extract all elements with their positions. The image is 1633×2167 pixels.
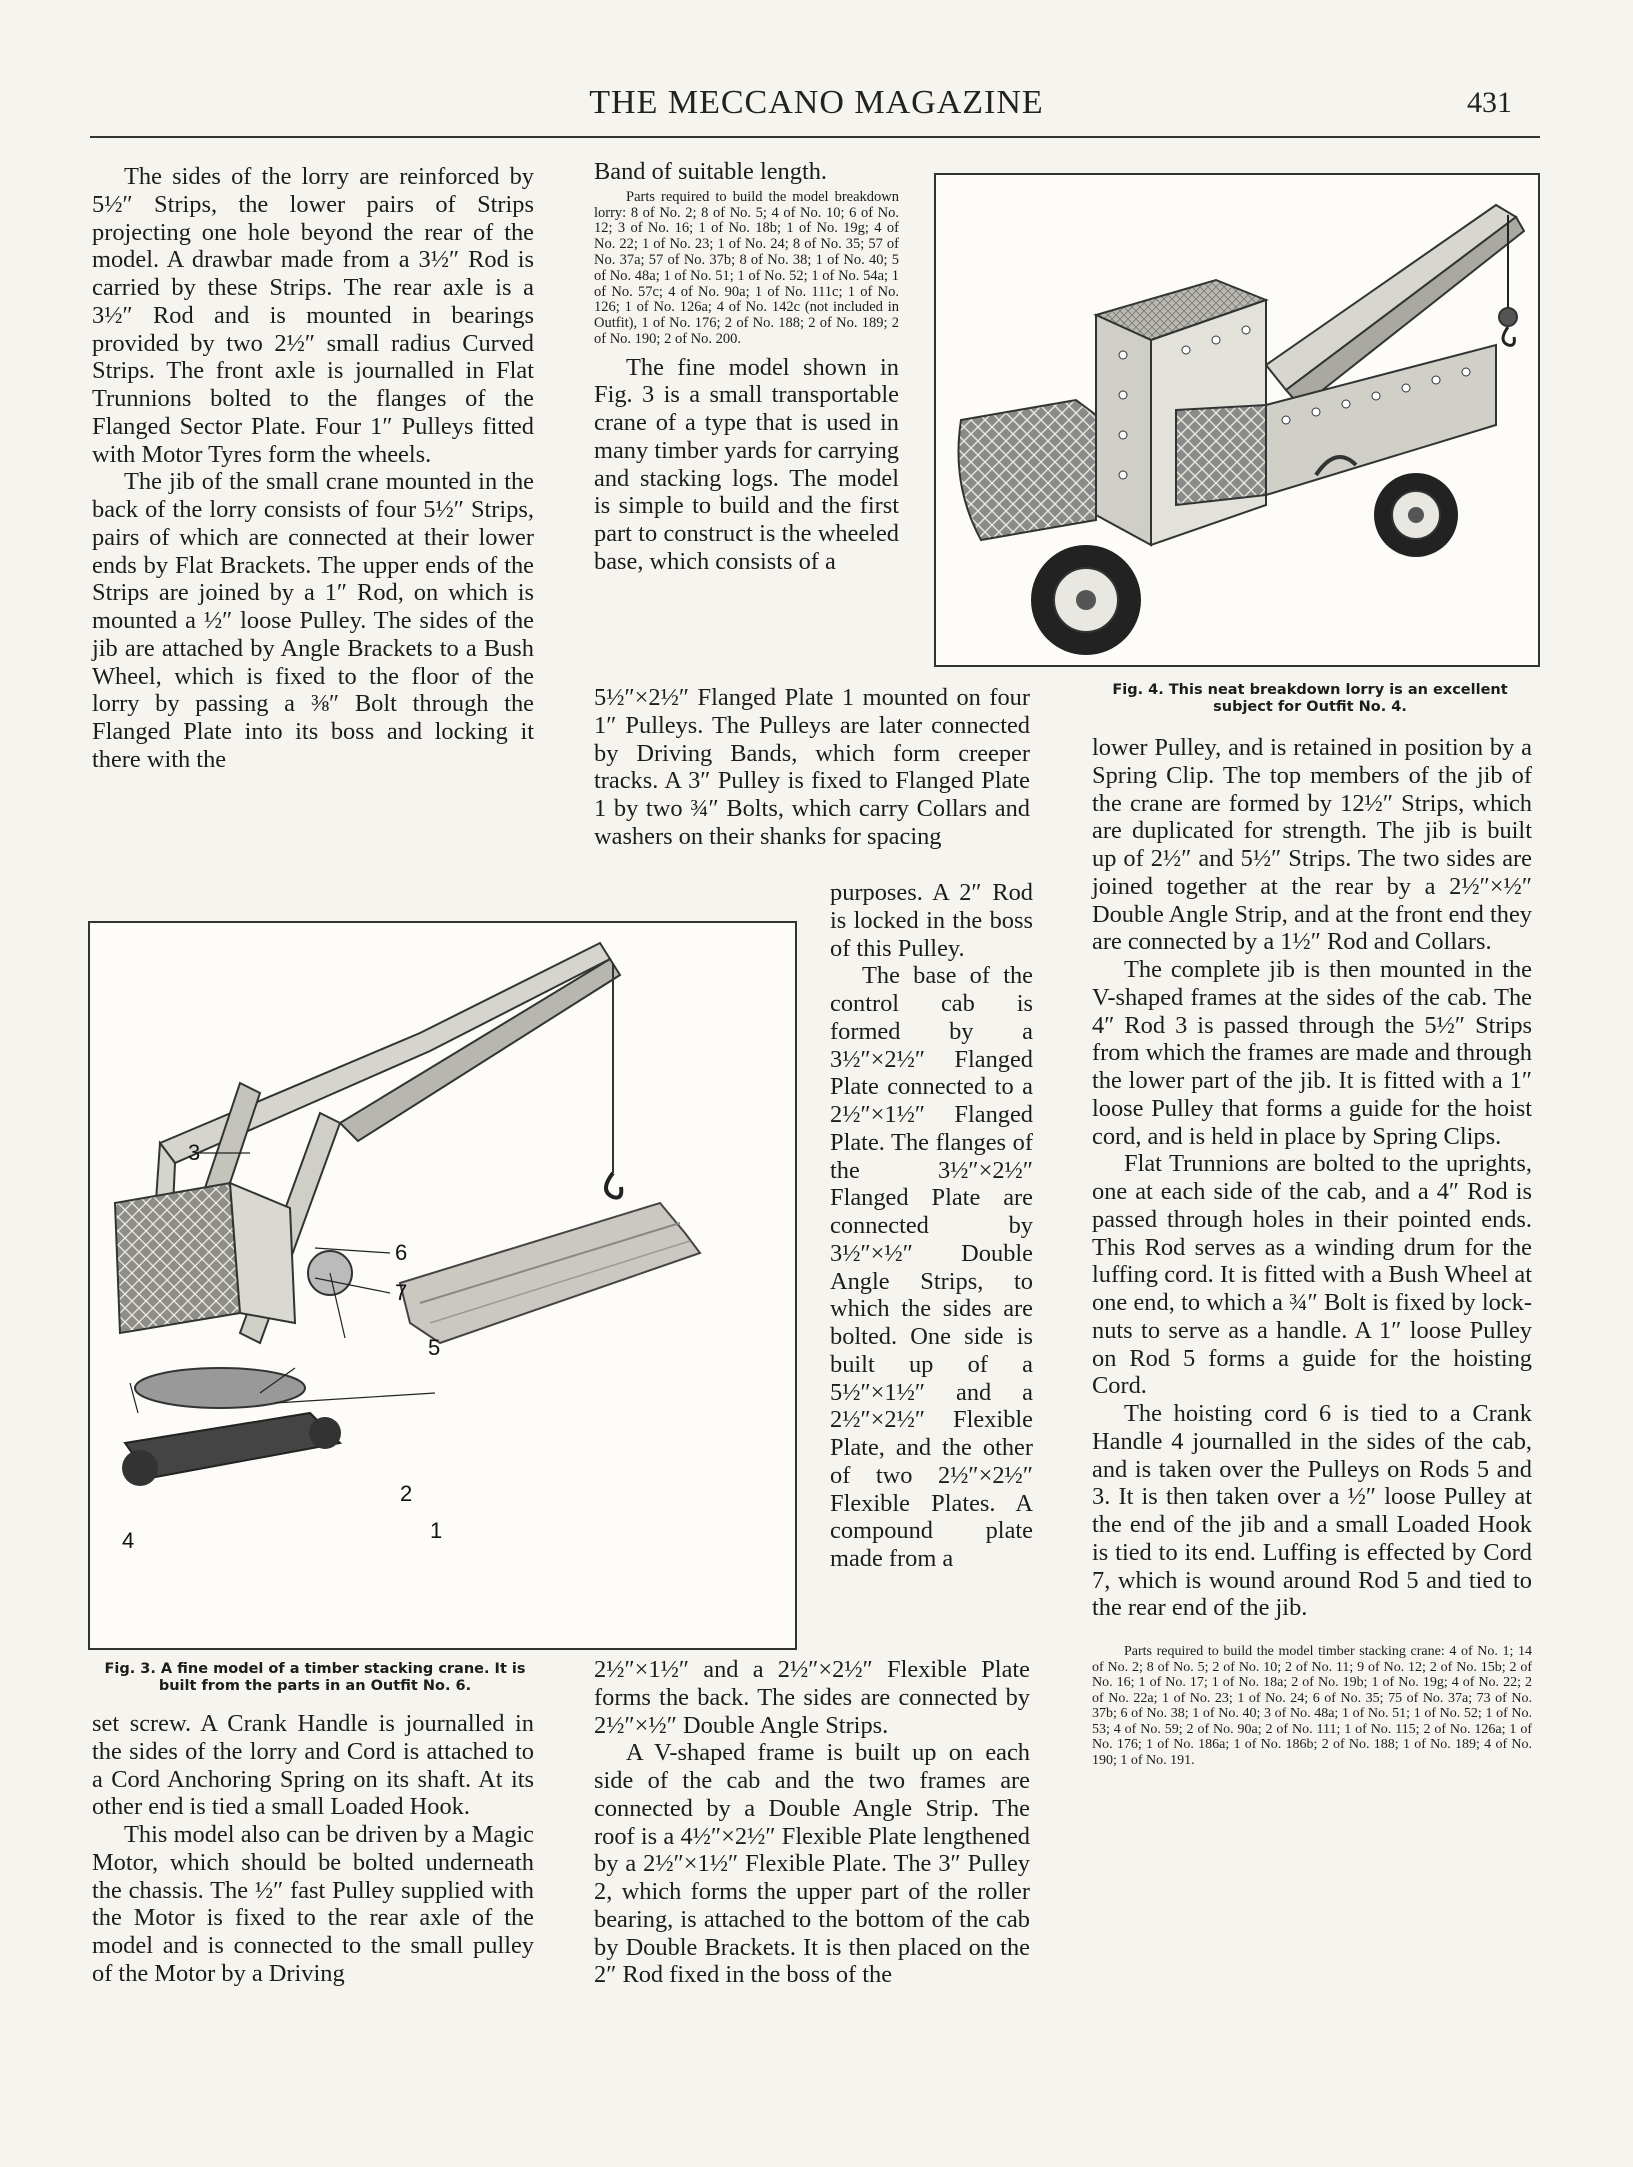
column-1-top [92,163,534,774]
rear-wheel [1374,473,1458,557]
header-rule [90,136,1540,138]
magazine-title: THE MECCANO MAGAZINE [589,84,1044,121]
paragraph: A V-shaped frame is built up on each side of the cab and the two frames are connected by a Double Angle Strip. The roof is a 4½″×2½″ Flexible Plate lengthened by a 2½″×1½″ Flexible Plate. The 3″ Pulley 2, which forms the upper part of the roller bearing, is attached to the bottom of the cab by Double Brackets. It is then placed on the 2″ Rod fixed in the boss of the [594,1739,1030,1989]
parts-list-crane: Parts required to build the model timber stacking crane: 4 of No. 1; 14 of No. 2; 8 of No. 5; 2 of No. 10; 2 of No. 11; 9 of No. 12; 2 of No. 15b; 2 of No. 16; 1 of No. 17; 1 of No. 18a; 2 of No. 19b; 1 of No. 19g; 4 of No. 22; 2 of No. 22a; 1 of No. 23; 1 of No. 24; 6 of No. 35; 75 of No. 37a; 73 of No. 37b; 6 of No. 38; 1 of No. 40; 3 of No. 48a; 1 of No. 51; 1 of No. 52; 1 of No. 53; 4 of No. 59; 2 of No. 90a; 2 of No. 111; 1 of No. 115; 2 of No. 126a; 1 of No. 176; 1 of No. 186a; 1 of No. 186b; 2 of No. 188; 1 of No. 189; 4 of No. 190; 1 of No. 191. [1092,1644,1532,1768]
paragraph: lower Pulley, and is retained in position by a Spring Clip. The top members of the jib of the crane are formed by 12½″ Strips, which are duplicated for strength. The jib is built up of 2½″ and 5½″ Strips. The two sides are joined together at the rear by a 2½″×½″ Double Angle Strip, and at the front end they are connected by a 1½″ Rod and Collars. [1092,734,1532,956]
paragraph: purposes. A 2″ Rod is locked in the boss of this Pulley. [830,879,1033,962]
cab-front [1096,315,1151,545]
label-4: 4 [122,1528,135,1553]
crane-cab [115,1183,240,1333]
paragraph: The base of the control cab is formed by a 3½″×2½″ Flanged Plate connected to a 2½″×1½″ Flanged Plate. The flanges of the 3½″×2½″ Flanged Plate are connected by 3½″×½″ Double Angle Strips, to which the sides are bolted. One side is built up of a 5½″×1½″ and a 2½″×2½″ Flexible Plate, and the other of two 2½″×2½″ Flexible Plates. A compound plate made from a [830,962,1033,1572]
column-2-narrow [830,879,1033,1573]
parts-list-lorry: Parts required to build the model breakdown lorry: 8 of No. 2; 8 of No. 5; 4 of No. 10; 6 of No. 12; 3 of No. 16; 1 of No. 18b; 1 of No. 19g; 4 of No. 22; 1 of No. 23; 1 of No. 24; 8 of No. 35; 57 of No. 37a; 57 of No. 37b; 8 of No. 38; 1 of No. 40; 5 of No. 48a; 1 of No. 51; 1 of No. 52; 1 of No. 54a; 1 of No. 57c; 4 of No. 90a; 1 of No. 111c; 1 of No. 126; 1 of No. 126a; 4 of No. 142c (not included in Outfit), 1 of No. 176; 2 of No. 188; 2 of No. 189; 2 of No. 190; 2 of No. 200. [594,188,899,347]
label-6: 6 [395,1240,408,1265]
label-3: 3 [188,1140,201,1165]
paragraph: Flat Trunnions are bolted to the uprights, one at each side of the cab, and a 4″ Rod is passed through holes in their pointed ends. This Rod serves as a winding drum for the luffing cord. It is fitted with a Bush Wheel at one end, to which a ¾″ Bolt is fixed by lock-nuts to serve as a handle. A 1″ loose Pulley on Rod 5 forms a guide for the hoisting Cord. [1092,1150,1532,1400]
paragraph: 5½″×2½″ Flanged Plate 1 mounted on four 1″ Pulleys. The Pulleys are later connected by Driving Bands, which form creeper tracks. A 3″ Pulley is fixed to Flanged Plate 1 by two ¾″ Bolts, which carry Collars and washers on their shanks for spacing [594,684,1030,850]
figure-4-lorry [934,173,1540,667]
column-2-wide [594,684,1030,851]
paragraph: Band of suitable length. [594,158,828,185]
breakdown-lorry-illustration [936,175,1538,665]
column-3 [1092,734,1532,1768]
paragraph: set screw. A Crank Handle is journalled in the sides of the lorry and Cord is attached to a Cord Anchoring Spring on its shaft. At its other end is tied a small Loaded Hook. [92,1710,534,1821]
column-2-top [594,158,899,576]
bonnet [959,400,1097,540]
label-1: 1 [430,1518,443,1543]
figure-3-crane [88,921,797,1650]
page-number: 431 [1467,86,1512,119]
paragraph: The sides of the lorry are reinforced by 5½″ Strips, the lower pairs of Strips projecting one hole beyond the rear of the model. A drawbar made from a 3½″ Rod is carried by these Strips. The rear axle is a 3½″ Rod and is mounted in bearings provided by two 2½″ small radius Curved Strips. The front axle is journalled in Flat Trunnions bolted to the flanges of the Flanged Sector Plate. Four 1″ Pulleys fitted with Motor Tyres form the wheels. [92,163,534,468]
column-1-bottom [92,1710,534,1988]
timber-log [400,1203,700,1343]
hook-icon [606,1173,621,1198]
figure-3-caption: Fig. 3. A fine model of a timber stacking crane. It is built from the parts in an Outfit No. 6. [104,1661,526,1694]
paragraph: The hoisting cord 6 is tied to a Crank Handle 4 journalled in the sides of the cab, and is taken over the Pulleys on Rods 5 and 3. It is then taken over a ½″ loose Pulley at the end of the jib and a small Loaded Hook is tied to its end. Luffing is effected by Cord 7, which is wound around Rod 5 and tied to the rear end of the jib. [1092,1400,1532,1622]
paragraph: The jib of the small crane mounted in the back of the lorry consists of four 5½″ Strips, pairs of which are connected at their lower ends by Flat Brackets. The upper ends of the Strips are joined by a 1″ Rod, on which is mounted a ½″ loose Pulley. The sides of the jib are attached by Angle Brackets to a Bush Wheel, which is fixed to the floor of the lorry by passing a ⅜″ Bolt through the Flanged Plate into its boss and locking it there with the [92,468,534,773]
column-2-bottom [594,1656,1030,1989]
timber-crane-illustration [90,923,795,1648]
roller-bearing [135,1368,305,1408]
label-7: 7 [395,1280,408,1305]
label-2: 2 [400,1481,413,1506]
label-5: 5 [428,1335,441,1360]
figure-4-caption: Fig. 4. This neat breakdown lorry is an excellent subject for Outfit No. 4. [1112,682,1508,715]
paragraph: 2½″×1½″ and a 2½″×2½″ Flexible Plate forms the back. The sides are connected by 2½″×½″ Double Angle Strips. [594,1656,1030,1739]
paragraph: The complete jib is then mounted in the V-shaped frames at the sides of the cab. The 4″ Rod 3 is passed through the 5½″ Strips from which the frames are made and through the lower part of the jib. It is fitted with a 1″ loose Pulley that forms a guide for the hoist cord, and is held in place by Spring Clips. [1092,956,1532,1150]
paragraph: This model also can be driven by a Magic Motor, which should be bolted underneath the chassis. The ½″ fast Pulley supplied with the Motor is fixed to the rear axle of the model and is connected to the small pulley of the Motor by a Driving [92,1821,534,1987]
front-wheel [1031,545,1141,655]
paragraph: The fine model shown in Fig. 3 is a small transportable crane of a type that is used in many timber yards for carrying and stacking logs. The model is simple to build and the first part to construct is the wheeled base, which consists of a [594,353,899,575]
